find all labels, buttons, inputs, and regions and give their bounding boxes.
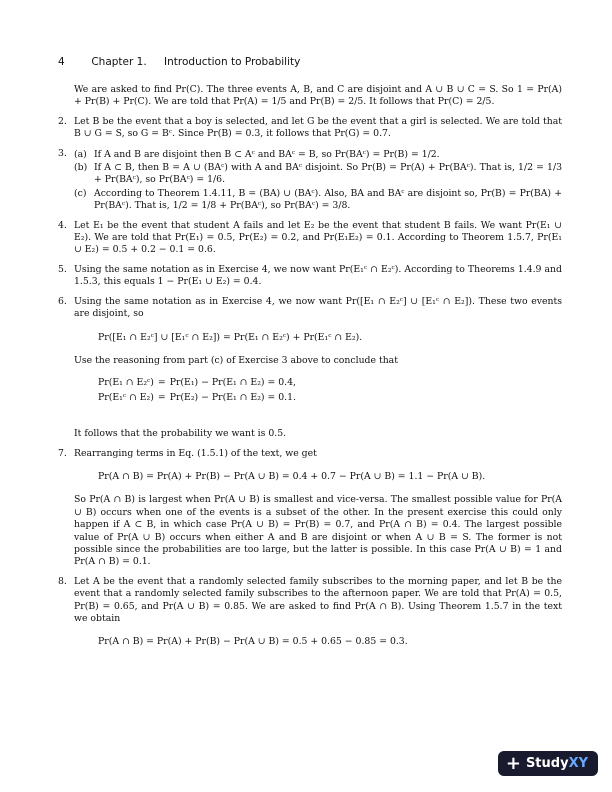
page-body bbox=[58, 84, 562, 667]
exercise-7 bbox=[58, 447, 562, 569]
exercise-3c bbox=[74, 188, 562, 213]
plus-icon: + bbox=[505, 752, 521, 774]
exercise-number: 7. bbox=[58, 447, 67, 459]
equation-row bbox=[98, 392, 300, 406]
exercise-number: 8. bbox=[58, 575, 67, 587]
chapter-title: Introduction to Probability bbox=[164, 56, 301, 68]
exercise-text: Let A be the event that a randomly selected family subscribes to the morning paper, and let B be the event that a randomly selected family subscribes to the afternoon paper. We are told that Pr(A) = 0.5, Pr(B) = 0.65, and Pr(A ∪ B) = 0.85. We are asked to find Pr(A ∩ B). Using Theorem 1.5.7 in the text we obtain bbox=[74, 575, 562, 624]
equation-equals: = bbox=[157, 391, 166, 403]
exercise-text: Using the same notation as in Exercise 4, we now want Pr(E₁ᶜ ∩ E₂ᶜ). According to Theorems 1.4.9 and 1.5.3, this equals 1 − Pr(E₁ ∪ E₂) = 0.4. bbox=[74, 263, 562, 288]
exercise-5 bbox=[58, 263, 562, 289]
equation-row bbox=[98, 377, 300, 391]
part-label: (b) bbox=[74, 162, 88, 174]
equation-lhs: Pr(E₁ ∩ E₂ᶜ) bbox=[98, 377, 154, 389]
exercise-3 bbox=[58, 147, 562, 213]
page-header bbox=[58, 56, 300, 68]
exercise-text: It follows that the probability we want is 0.5. bbox=[74, 428, 287, 440]
exercise-text: So Pr(A ∩ B) is largest when Pr(A ∪ B) is smallest and vice-versa. The smallest possible value for Pr(A ∪ B) occurs when one of the events is a subset of the other. In the present exercise this could only happen if A ⊂ B, in which case Pr(A ∪ B) = Pr(B) = 0.7, and Pr(A ∩ B) = 0.4. The largest possible value of Pr(A ∪ B) occurs when either A and B are disjoint or when A ∪ B = S. The former is not possible since the probabilities are too large, but the latter is possible. In this case Pr(A ∪ B) = 1 and Pr(A ∩ B) = 0.1. bbox=[74, 494, 562, 568]
brand-suffix: XY bbox=[568, 756, 588, 771]
equation-rhs: Pr(E₂) − Pr(E₁ ∩ E₂) = 0.1. bbox=[169, 391, 296, 403]
display-equation: Pr([E₁ ∩ E₂ᶜ] ∪ [E₁ᶜ ∩ E₂]) = Pr(E₁ ∩ E₂ᶜ) + Pr(E₁ᶜ ∩ E₂). bbox=[98, 331, 363, 343]
equation-rhs: Pr(E₁) − Pr(E₁ ∩ E₂) = 0.4, bbox=[169, 377, 296, 389]
part-text: According to Theorem 1.4.11, B = (BA) ∪ (BAᶜ). Also, BA and BAᶜ are disjoint so, Pr(B) = Pr(BA) + Pr(BAᶜ). That is, 1/2 = 1/8 + Pr(BAᶜ), so Pr(BAᶜ) = 3/8. bbox=[94, 187, 562, 212]
exercise-number: 6. bbox=[58, 295, 67, 307]
part-label: (a) bbox=[74, 148, 87, 160]
equation-array bbox=[98, 377, 300, 406]
exercise-text: Use the reasoning from part (c) of Exercise 3 above to conclude that bbox=[74, 354, 398, 366]
display-equation: Pr(A ∩ B) = Pr(A) + Pr(B) − Pr(A ∪ B) = 0.5 + 0.65 − 0.85 = 0.3. bbox=[98, 636, 408, 648]
exercise-text: Let B be the event that a boy is selected, and let G be the event that a girl is selected. We are told that B ∪ G = S, so G = Bᶜ. Since Pr(B) = 0.3, it follows that Pr(G) = 0.7. bbox=[74, 115, 562, 140]
exercise-number: 4. bbox=[58, 219, 67, 231]
exercise-number: 5. bbox=[58, 263, 67, 275]
exercise-text: Rearranging terms in Eq. (1.5.1) of the text, we get bbox=[74, 447, 317, 459]
exercise-6 bbox=[58, 295, 562, 441]
part-text: If A and B are disjoint then B ⊂ Aᶜ and BAᶜ = B, so Pr(BAᶜ) = Pr(B) = 1/2. bbox=[94, 148, 440, 160]
exercise-text: Let E₁ be the event that student A fails and let E₂ be the event that student B fails. We want Pr(E₁ ∪ E₂). We are told that Pr(E₁) = 0.5, Pr(E₂) = 0.2, and Pr(E₁E₂) = 0.1. According to Theorem 1.5.7, Pr(E₁ ∪ E₂) = 0.5 + 0.2 − 0.1 = 0.6. bbox=[74, 219, 562, 256]
brand-name: Study bbox=[525, 756, 569, 771]
exercise-8 bbox=[58, 575, 562, 660]
display-equation: Pr(A ∩ B) = Pr(A) + Pr(B) − Pr(A ∪ B) = 0.4 + 0.7 − Pr(A ∪ B) = 1.1 − Pr(A ∪ B). bbox=[98, 470, 486, 482]
chapter-label: Chapter 1. bbox=[91, 56, 147, 68]
equation-equals: = bbox=[157, 377, 166, 389]
part-label: (c) bbox=[74, 187, 87, 199]
exercise-4 bbox=[58, 219, 562, 257]
intro-paragraph: We are asked to find Pr(C). The three events A, B, and C are disjoint and A ∪ B ∪ C = S. So 1 = Pr(A) + Pr(B) + Pr(C). We are told that Pr(A) = 1/5 and Pr(B) = 2/5. It follows that Pr(C) = 2/5. bbox=[74, 84, 562, 108]
exercise-text: Using the same notation as in Exercise 4, we now want Pr([E₁ ∩ E₂ᶜ] ∪ [E₁ᶜ ∩ E₂]). These two events are disjoint, so bbox=[74, 295, 562, 320]
equation-lhs: Pr(E₁ᶜ ∩ E₂) bbox=[98, 391, 154, 403]
exercise-3a bbox=[74, 149, 562, 161]
exercise-2 bbox=[58, 115, 562, 141]
exercise-3b bbox=[74, 162, 562, 187]
studyxy-badge[interactable] bbox=[498, 751, 598, 776]
exercise-number: 2. bbox=[58, 115, 67, 127]
exercise-number: 3. bbox=[58, 147, 67, 159]
part-text: If A ⊂ B, then B = A ∪ (BAᶜ) with A and BAᶜ disjoint. So Pr(B) = Pr(A) + Pr(BAᶜ). That is, 1/2 = 1/3 + Pr(BAᶜ), so Pr(BAᶜ) = 1/6. bbox=[94, 162, 562, 186]
page-number: 4 bbox=[58, 56, 65, 68]
